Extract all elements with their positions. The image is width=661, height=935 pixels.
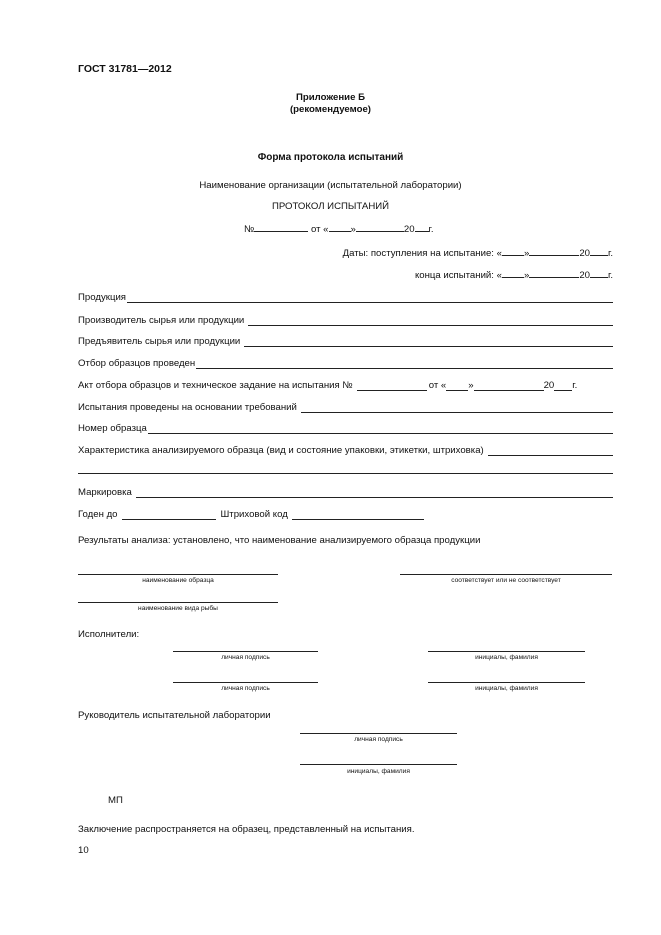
- act-from-label: от «: [428, 380, 447, 391]
- end-day-field[interactable]: [502, 268, 524, 278]
- quote-close: »: [523, 270, 530, 281]
- end-label: конца испытаний:: [414, 270, 494, 281]
- executor2-signature-line[interactable]: [173, 682, 318, 683]
- presenter-row: [78, 333, 613, 347]
- act-number-field[interactable]: [357, 381, 427, 391]
- conformity-caption: соответствует или не соответствует: [451, 577, 561, 584]
- executors-label: Исполнители:: [78, 629, 140, 640]
- quote-close: »: [523, 248, 530, 259]
- barcode-field[interactable]: [292, 510, 424, 520]
- act-row: [78, 377, 613, 391]
- manufacturer-row: [78, 312, 613, 326]
- page-number: 10: [78, 845, 89, 856]
- executor1-signature-line[interactable]: [173, 651, 318, 652]
- valid-until-label: Годен до: [78, 509, 118, 520]
- executor1-signature-caption: личная подпись: [221, 654, 270, 661]
- basis-field[interactable]: [301, 402, 613, 413]
- presenter-field[interactable]: [244, 336, 613, 347]
- organization-line: Наименование организации (испытательной лаборатории): [199, 180, 462, 191]
- appendix-title: Приложение Б: [296, 92, 365, 103]
- act-day-field[interactable]: [446, 381, 468, 391]
- receipt-day-field[interactable]: [502, 246, 524, 256]
- standard-header: ГОСТ 31781—2012: [78, 63, 172, 75]
- year-prefix: 20: [579, 248, 590, 259]
- year-prefix: 20: [403, 224, 415, 235]
- year-prefix: 20: [579, 270, 590, 281]
- marking-field[interactable]: [136, 487, 613, 498]
- barcode-label: Штриховой код: [220, 509, 288, 520]
- end-year-field[interactable]: [590, 268, 608, 278]
- quote-open: «: [323, 224, 329, 235]
- sample-name-line[interactable]: [78, 574, 278, 575]
- quote-open: «: [496, 270, 502, 281]
- conclusion-text: Заключение распространяется на образец, представленный на испытания.: [78, 824, 415, 835]
- validity-row: [78, 506, 613, 520]
- executor1-initials-line[interactable]: [428, 651, 585, 652]
- characteristics-field[interactable]: [488, 445, 613, 456]
- head-label: Руководитель испытательной лаборатории: [78, 710, 271, 721]
- marking-label: Маркировка: [78, 487, 132, 498]
- end-date-line: [415, 268, 613, 281]
- year-suffix: г.: [428, 224, 434, 235]
- sampling-label: Отбор образцов проведен: [78, 358, 196, 369]
- year-suffix: г.: [608, 248, 613, 259]
- form-title: Форма протокола испытаний: [257, 152, 404, 163]
- from-label: от: [310, 224, 321, 235]
- valid-until-field[interactable]: [122, 510, 216, 520]
- head-signature-line[interactable]: [300, 733, 457, 734]
- head-initials-line[interactable]: [300, 764, 457, 765]
- receipt-date-line: [343, 246, 613, 259]
- executor2-initials-line[interactable]: [428, 682, 585, 683]
- number-field[interactable]: [254, 222, 308, 232]
- characteristics-continuation-line[interactable]: [78, 473, 613, 474]
- protocol-title: ПРОТОКОЛ ИСПЫТАНИЙ: [271, 201, 390, 212]
- product-field[interactable]: [127, 292, 613, 303]
- marking-row: [78, 484, 613, 498]
- act-year-prefix: 20: [543, 380, 555, 391]
- executor2-signature-caption: личная подпись: [221, 685, 270, 692]
- year-suffix: г.: [608, 270, 613, 281]
- head-initials-caption: инициалы, фамилия: [347, 768, 410, 775]
- protocol-number-line: [244, 222, 434, 235]
- receipt-year-field[interactable]: [590, 246, 608, 256]
- receipt-label: Даты: поступления на испытание:: [342, 248, 494, 259]
- fish-type-caption: наименование вида рыбы: [138, 605, 218, 612]
- sample-number-label: Номер образца: [78, 423, 147, 434]
- executor1-initials-caption: инициалы, фамилия: [475, 654, 538, 661]
- fish-type-line[interactable]: [78, 602, 278, 603]
- product-label: Продукция: [78, 292, 126, 303]
- basis-row: [78, 399, 613, 413]
- act-month-field[interactable]: [474, 381, 544, 391]
- sampling-field[interactable]: [196, 358, 613, 369]
- act-quote-close: »: [468, 380, 474, 391]
- quote-open: «: [496, 248, 502, 259]
- characteristics-label: Характеристика анализируемого образца (вид и состояние упаковки, этикетки, штриховка): [78, 445, 484, 456]
- sample-name-caption: наименование образца: [142, 577, 214, 584]
- num-sign: №: [244, 224, 255, 235]
- sample-number-field[interactable]: [148, 423, 613, 434]
- manufacturer-label: Производитель сырья или продукции: [78, 315, 245, 326]
- presenter-label: Предъявитель сырья или продукции: [78, 336, 241, 347]
- product-row: [78, 289, 613, 303]
- characteristics-row: [78, 442, 613, 456]
- sampling-row: [78, 355, 613, 369]
- results-text: Результаты анализа: установлено, что наименование анализируемого образца продукции: [78, 535, 481, 546]
- executor2-initials-caption: инициалы, фамилия: [475, 685, 538, 692]
- end-month-field[interactable]: [529, 268, 579, 278]
- stamp-label: МП: [108, 795, 123, 806]
- manufacturer-field[interactable]: [248, 315, 613, 326]
- month-field[interactable]: [356, 222, 404, 232]
- act-year-suffix: г.: [572, 380, 578, 391]
- sample-number-row: [78, 420, 613, 434]
- conformity-line[interactable]: [400, 574, 612, 575]
- appendix-subtitle: (рекомендуемое): [289, 104, 371, 115]
- basis-label: Испытания проведены на основании требований: [78, 402, 297, 413]
- quote-close: »: [350, 224, 356, 235]
- act-year-field[interactable]: [554, 381, 572, 391]
- act-label: Акт отбора образцов и техническое задание на испытания №: [78, 380, 353, 391]
- day-field[interactable]: [329, 222, 351, 232]
- head-signature-caption: личная подпись: [354, 736, 403, 743]
- receipt-month-field[interactable]: [529, 246, 579, 256]
- year-field[interactable]: [415, 222, 429, 232]
